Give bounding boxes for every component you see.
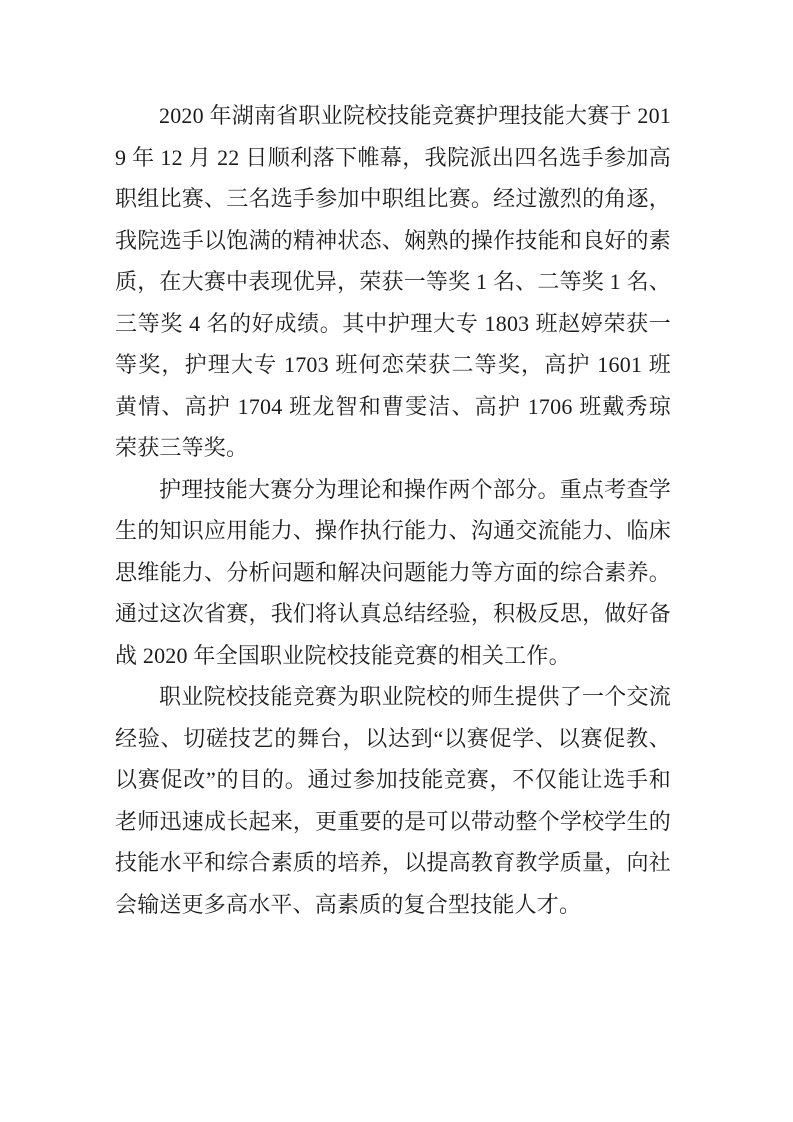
paragraph-competition-significance: 职业院校技能竞赛为职业院校的师生提供了一个交流经验、切磋技艺的舞台，以达到“以赛促学、以赛促教、以赛促改”的目的。通过参加技能竞赛，不仅能让选手和老师迅速成长起来，更重要的是可以带动整个学校学生的技能水平和综合素质的培养，以提高教育教学质量，向社会输送更多高水平、高素质的复合型技能人才。 (115, 684, 671, 917)
paragraph-competition-results: 2020 年湖南省职业院校技能竞赛护理技能大赛于 2019 年 12 月 22 日顺利落下帷幕，我院派出四名选手参加高职组比赛、三名选手参加中职组比赛。经过激烈的角逐，我院选手以饱满的精神状态、娴熟的操作技能和良好的素质，在大赛中表现优异，荣获一等奖 1 名、二等奖 1 名、三等奖 4 名的好成绩。其中护理大专 1803 班赵婷荣获一等奖，护理大专 1703 班何恋荣获二等奖，高护 1601 班黄情、高护 1704 班龙智和曹雯洁、高护 1706 班戴秀琼荣获三等奖。 (115, 103, 671, 460)
paragraph-competition-structure: 护理技能大赛分为理论和操作两个部分。重点考查学生的知识应用能力、操作执行能力、沟通交流能力、临床思维能力、分析问题和解决问题能力等方面的综合素养。通过这次省赛，我们将认真总结经验，积极反思，做好备战 2020 年全国职业院校技能竞赛的相关工作。 (115, 476, 671, 668)
